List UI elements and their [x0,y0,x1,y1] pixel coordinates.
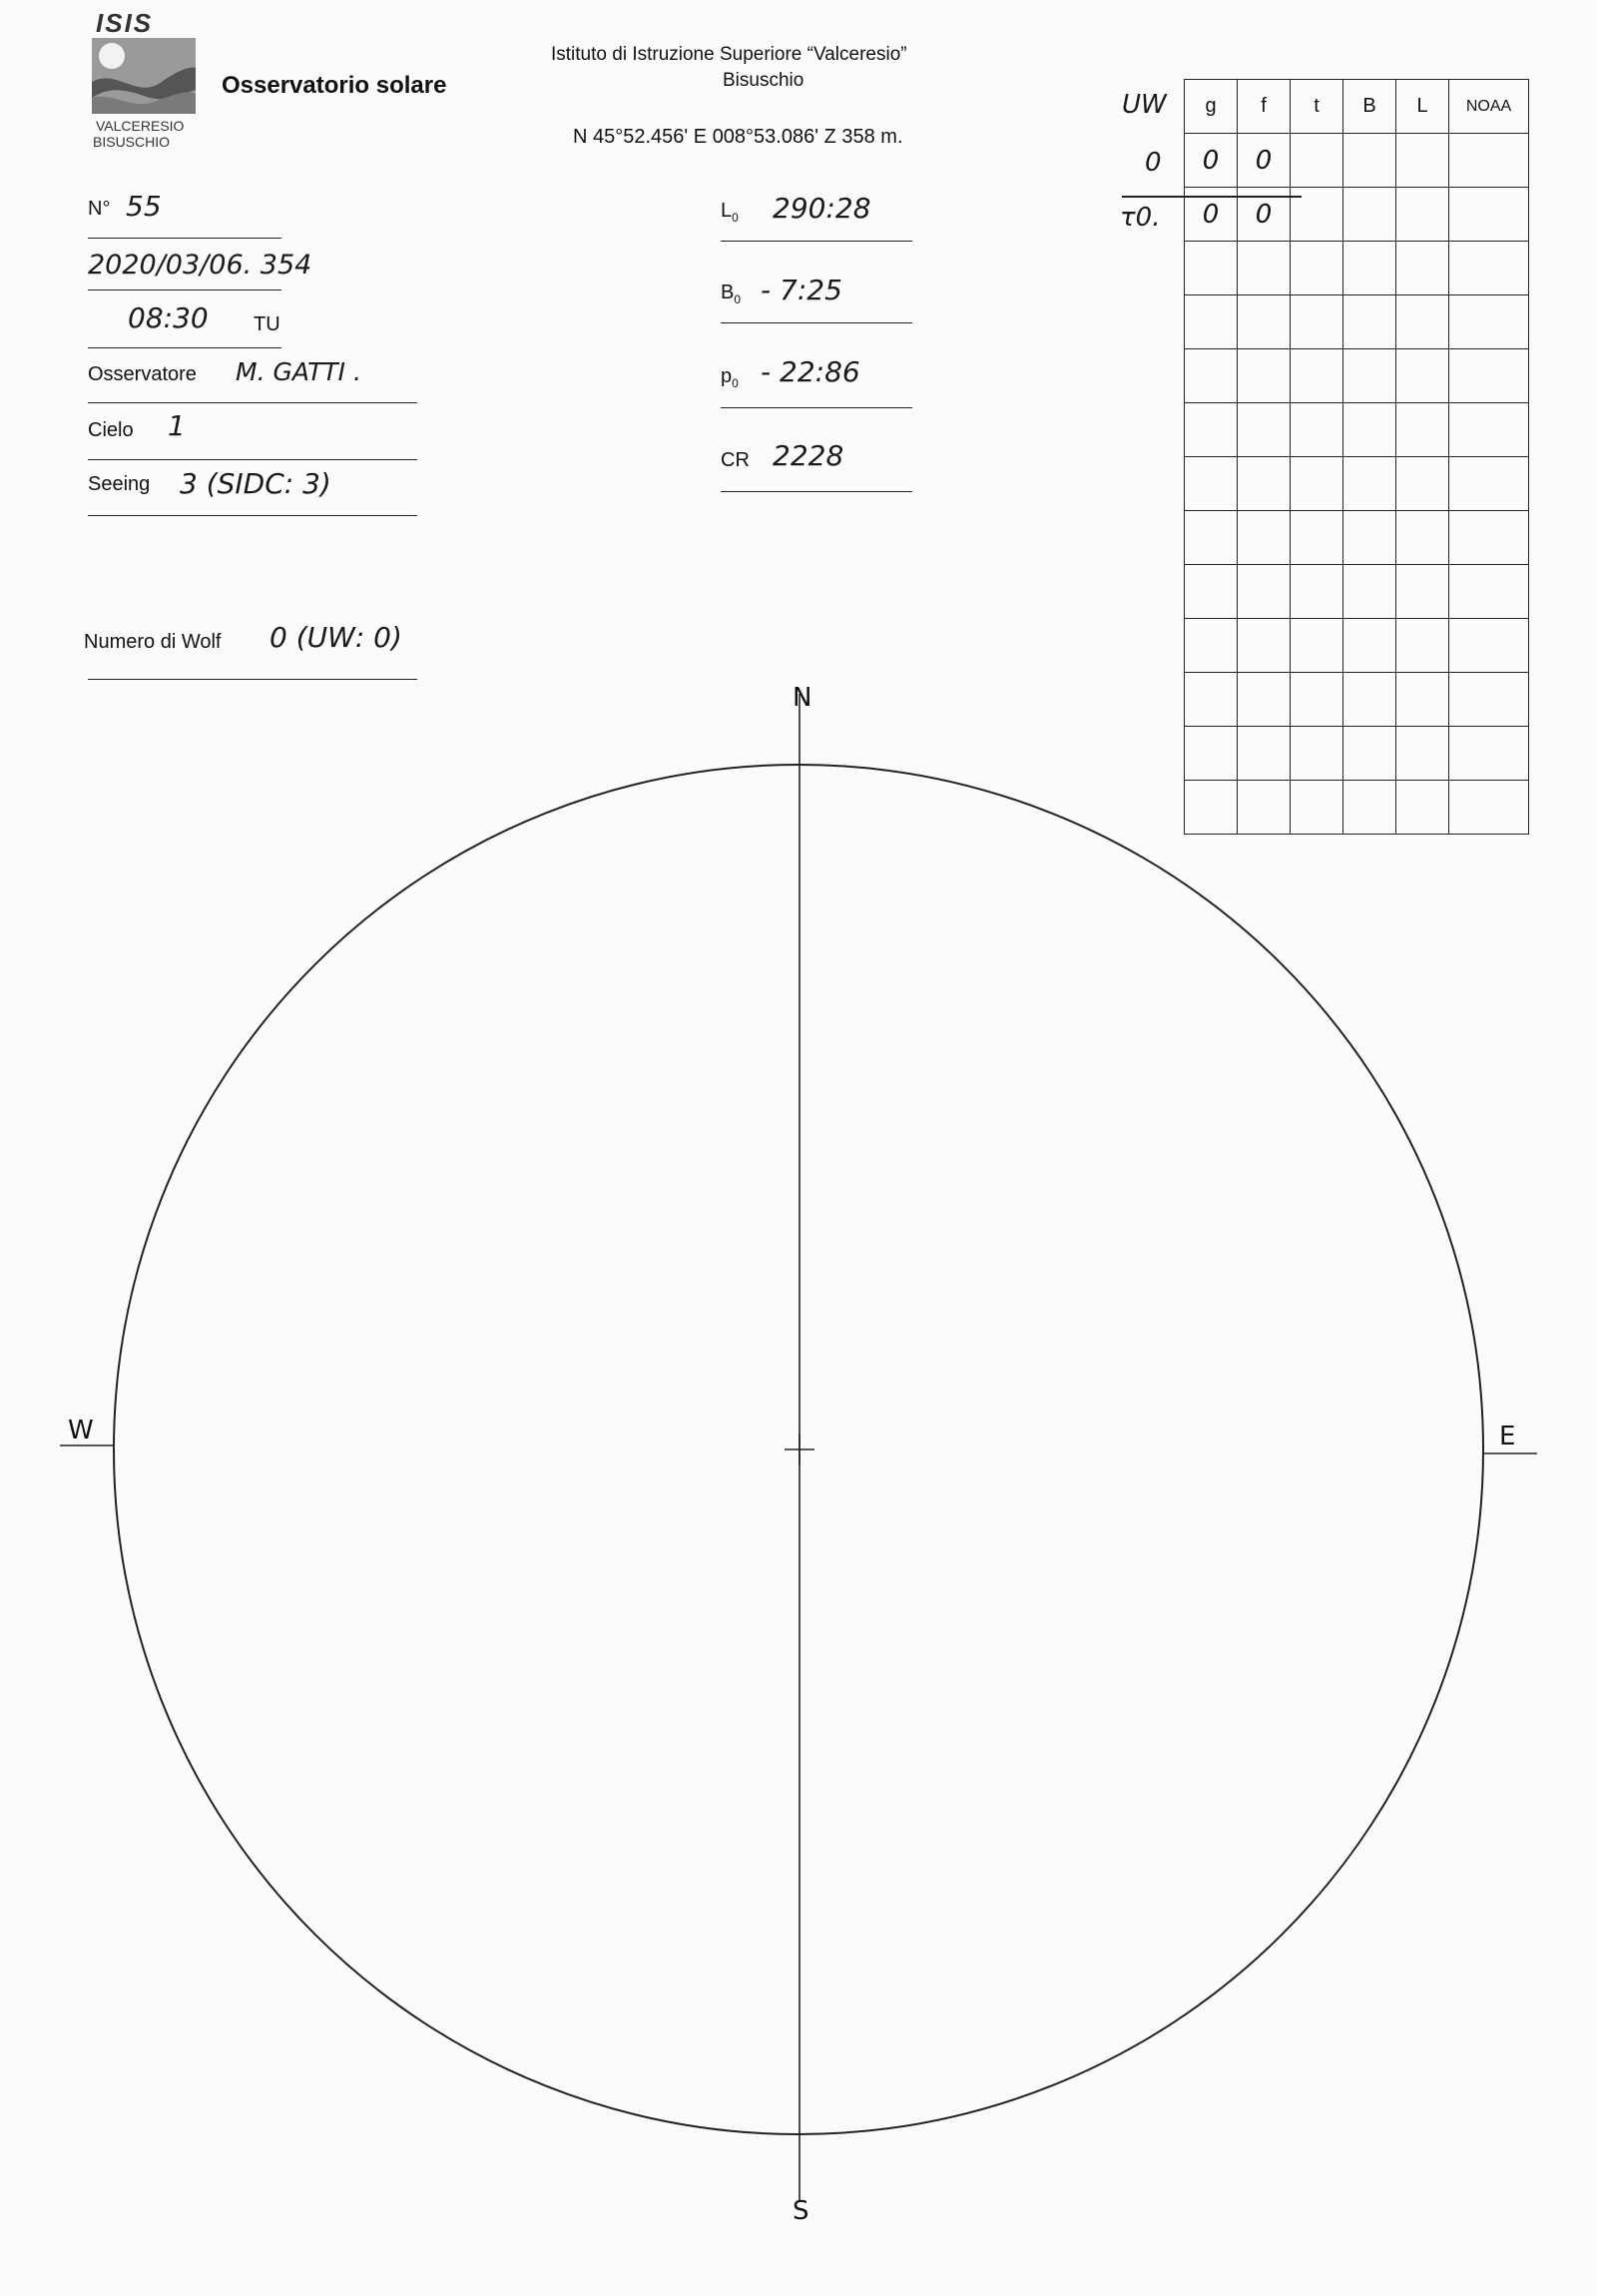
time-value: 08:30 [128,301,209,334]
b0-value: - 7:25 [761,274,842,306]
p0-label: $p_0$ [721,365,739,390]
date-value: 2020/03/06. 354 [88,250,312,281]
seeing-value: 3 (SIDC: 3) [180,467,331,500]
l0-value: 290:28 [773,192,871,225]
uw-header: UW [1122,90,1167,120]
table-header-cell: L [1396,80,1449,134]
south-label: S [793,2196,809,2226]
west-label: W [68,1416,94,1445]
table-cell[interactable]: 0 [1185,188,1238,242]
carrington-rotation-label: CR [721,449,750,471]
seeing-label: Seeing [88,473,151,495]
sky-label: Cielo [88,419,134,441]
table-header-cell: f [1238,80,1291,134]
wolf-number-value: 0 (UW: 0) [269,621,402,654]
logo-caption-line2: BISUSCHIO [93,134,171,150]
l0-label: $L_0$ [721,200,739,225]
number-value: 55 [126,190,162,223]
east-label: E [1499,1422,1516,1451]
logo-caption-line1: VALCERESIO [96,118,185,134]
table-header-cell: t [1291,80,1343,134]
carrington-rotation-value: 2228 [773,439,844,472]
wolf-number-label: Numero di Wolf [84,631,222,653]
uw-row1-value: 0 [1145,148,1162,178]
table-cell[interactable]: 0 [1238,188,1291,242]
table-header-cell: NOAA [1449,80,1529,134]
uw-row2-value: τ0. [1120,203,1161,233]
table-header-cell: B [1343,80,1396,134]
observer-value: M. GATTI . [236,357,361,386]
site-coordinates: N 45°52.456' E 008°53.086' Z 358 m. [573,126,903,148]
p0-value: - 22:86 [761,355,860,388]
table-cell[interactable]: 0 [1238,134,1291,188]
table-cell[interactable]: 0 [1185,134,1238,188]
institute-town: Bisuschio [723,70,804,91]
observatory-title: Osservatorio solare [222,72,447,99]
institute-name: Istituto di Istruzione Superiore “Valceresio” [551,44,907,65]
table-header-cell: g [1185,80,1238,134]
b0-label: $B_0$ [721,282,742,306]
logo-wordmark: ISIS [96,8,154,38]
observer-label: Osservatore [88,363,197,385]
number-label: N° [88,198,111,220]
sky-value: 1 [168,409,186,442]
time-unit: TU [254,313,280,335]
north-label: N [793,683,812,713]
